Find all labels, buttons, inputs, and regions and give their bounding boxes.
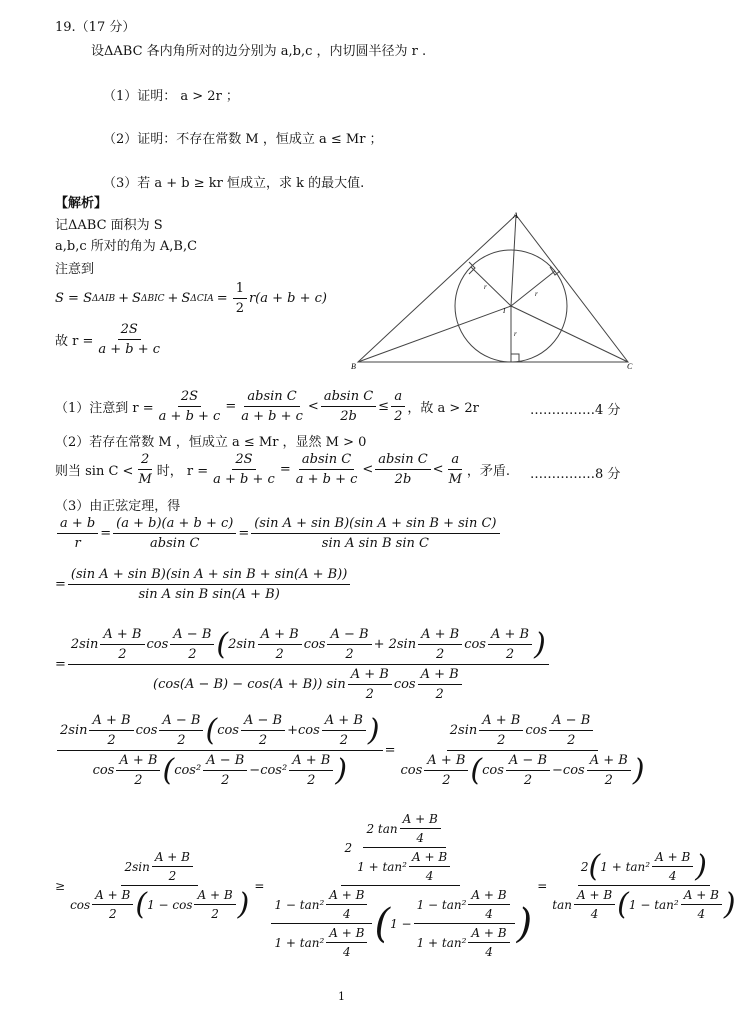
intro-line-2: a,b,c 所对的角为 A,B,C: [55, 239, 198, 254]
label-c: C: [627, 362, 633, 371]
part-1-score: ……………4 分: [530, 403, 621, 418]
label-a: A: [513, 211, 518, 220]
part-1-proof: （1）注意到 r = $\frac{2S}{a + b + c}$ = $\frac{\text{absin C}}{a + b + c}$ < $\frac{\text{absin C}}{2b}$ ≤ $\frac{a}{2}$ ，故 a > 2r: [55, 389, 479, 424]
part-3-step-4: 2sin $\frac{A + B}{2}$ cos $\frac{A - B}{2}$ ( cos $\frac{A - B}{2}$ + cos $\frac{A + B}{2}$ ) cos $\frac{A + B}{2}$ ( cos² $\frac{A - B}{2}$ − cos² $\frac{A + B}{2}$ ) = 2sin $\frac{A + B}{2}$ cos $\frac{A - B}{2}$ cos $\frac{A + B}{2}$ ( cos $\frac{A - B}{2}$ − cos $\frac{A + B}{2}$ ): [55, 713, 650, 788]
part-3-statement: （3）若 a + b ≥ kr 恒成立，求 k 的最大值.: [103, 176, 365, 191]
radius-ac: [511, 271, 555, 306]
part-2-proof: 则当 sin C < $\frac{2}{M}$ 时， r = $\frac{2S}{a + b + c}$ = $\frac{\text{absin C}}{a + b + c}$ < $\frac{\text{absin C}}{2b}$ < $\frac{a}{M}$ ，矛盾.: [55, 452, 511, 487]
label-r-1: r: [514, 330, 517, 338]
label-r-3: r: [535, 290, 538, 298]
incircle-triangle-figure: [345, 205, 640, 377]
radius-ab: [471, 267, 511, 306]
part-1-statement: （1）证明： a > 2r ；: [103, 89, 239, 104]
part-3-step-1: $\frac{a + b}{r}$ = $\frac{(a + b)(a + b + c)}{\text{absin C}}$ = $\frac{\text{(sin A + sin B)(sin A + sin B + sin C)}}{\text{sin A sin B sin C}}$: [55, 516, 502, 551]
label-b: B: [351, 362, 356, 371]
bisector-b: [358, 306, 511, 362]
label-r-2: r: [484, 283, 487, 291]
right-angle-mark-bc: [511, 354, 519, 362]
part-2-score: ……………8 分: [530, 467, 621, 482]
part-3-step-5: ≥ 2sin $\frac{A + B}{2}$ cos $\frac{A + B}{2}$ ( 1 − cos $\frac{A + B}{2}$ ) = 2 2 tan $\frac{A + B}{4}$ 1 + tan² $\frac{A + B}{4}$ 1 − tan² $\frac{A + B}{4}$ 1 + tan² $\frac{A + B}{4}$ ( 1 − 1 − tan² $\frac{A + B}{4}$ 1 + tan² $\frac{A + B}{4}$ ) = 2 ( 1 + tan² $\frac{A + B}{4}$ ) tan $\frac{A + B}{4}$ ( 1 − tan² $\frac{A + B}{4}$ ): [55, 812, 741, 959]
problem-statement: 设ΔABC 各内角所对的边分别为 a,b,c ，内切圆半径为 r .: [91, 44, 427, 59]
part-3-step-2: = $\frac{\text{(sin A + sin B)(sin A + sin B + sin(A + B))}}{\text{sin A sin B sin(A + B)}}$: [55, 567, 352, 602]
label-i: I: [503, 307, 506, 315]
step-5-term-2: 2 2 tan $\frac{A + B}{4}$ 1 + tan² $\frac{A + B}{4}$ 1 − tan² $\frac{A + B}{4}$ 1 + tan² $\frac{A + B}{4}$ ( 1 − 1 − tan² $\frac{A + B}{4}$ 1 + tan² $\frac{A + B}{4}$ ): [266, 812, 535, 959]
bisector-c: [511, 306, 628, 362]
problem-number: 19.（17 分）: [55, 20, 136, 35]
part-2-line: （2）若存在常数 M ，恒成立 a ≤ Mr ，显然 M > 0: [55, 435, 367, 450]
solution-header: 【解析】: [55, 196, 108, 211]
step-5-term-1: 2sin $\frac{A + B}{2}$ cos $\frac{A + B}{2}$ ( 1 − cos $\frac{A + B}{2}$ ): [70, 850, 250, 922]
intro-line-1: 记ΔABC 面积为 S: [55, 218, 163, 233]
area-formula: S = S ΔAIB + S ΔBIC + S ΔCIA = $\frac{1}{2}$ r(a + b + c): [55, 281, 327, 316]
part-3-step-3: = 2sin $\frac{A + B}{2}$ cos $\frac{A - B}{2}$ ( 2sin $\frac{A + B}{2}$ cos $\frac{A - B}{2}$ + 2sin $\frac{A + B}{2}$ cos $\frac{A + B}{2}$ ) (cos(A − B) − cos(A + B)) sin $\frac{A + B}{2}$ cos $\frac{A + B}{2}$: [55, 627, 551, 702]
r-formula: 故 r = $\frac{2S}{a + b + c}$: [55, 322, 161, 357]
part-3-line: （3）由正弦定理，得: [55, 499, 181, 514]
page-number: 1: [338, 990, 345, 1003]
intro-line-3: 注意到: [55, 262, 95, 277]
part-2-statement: （2）证明：不存在常数 M ，恒成立 a ≤ Mr ；: [103, 132, 383, 147]
bisector-a: [511, 215, 516, 306]
step-5-term-3: 2 ( 1 + tan² $\frac{A + B}{4}$ ) tan $\frac{A + B}{4}$ ( 1 − tan² $\frac{A + B}{4}$ ): [552, 848, 736, 922]
